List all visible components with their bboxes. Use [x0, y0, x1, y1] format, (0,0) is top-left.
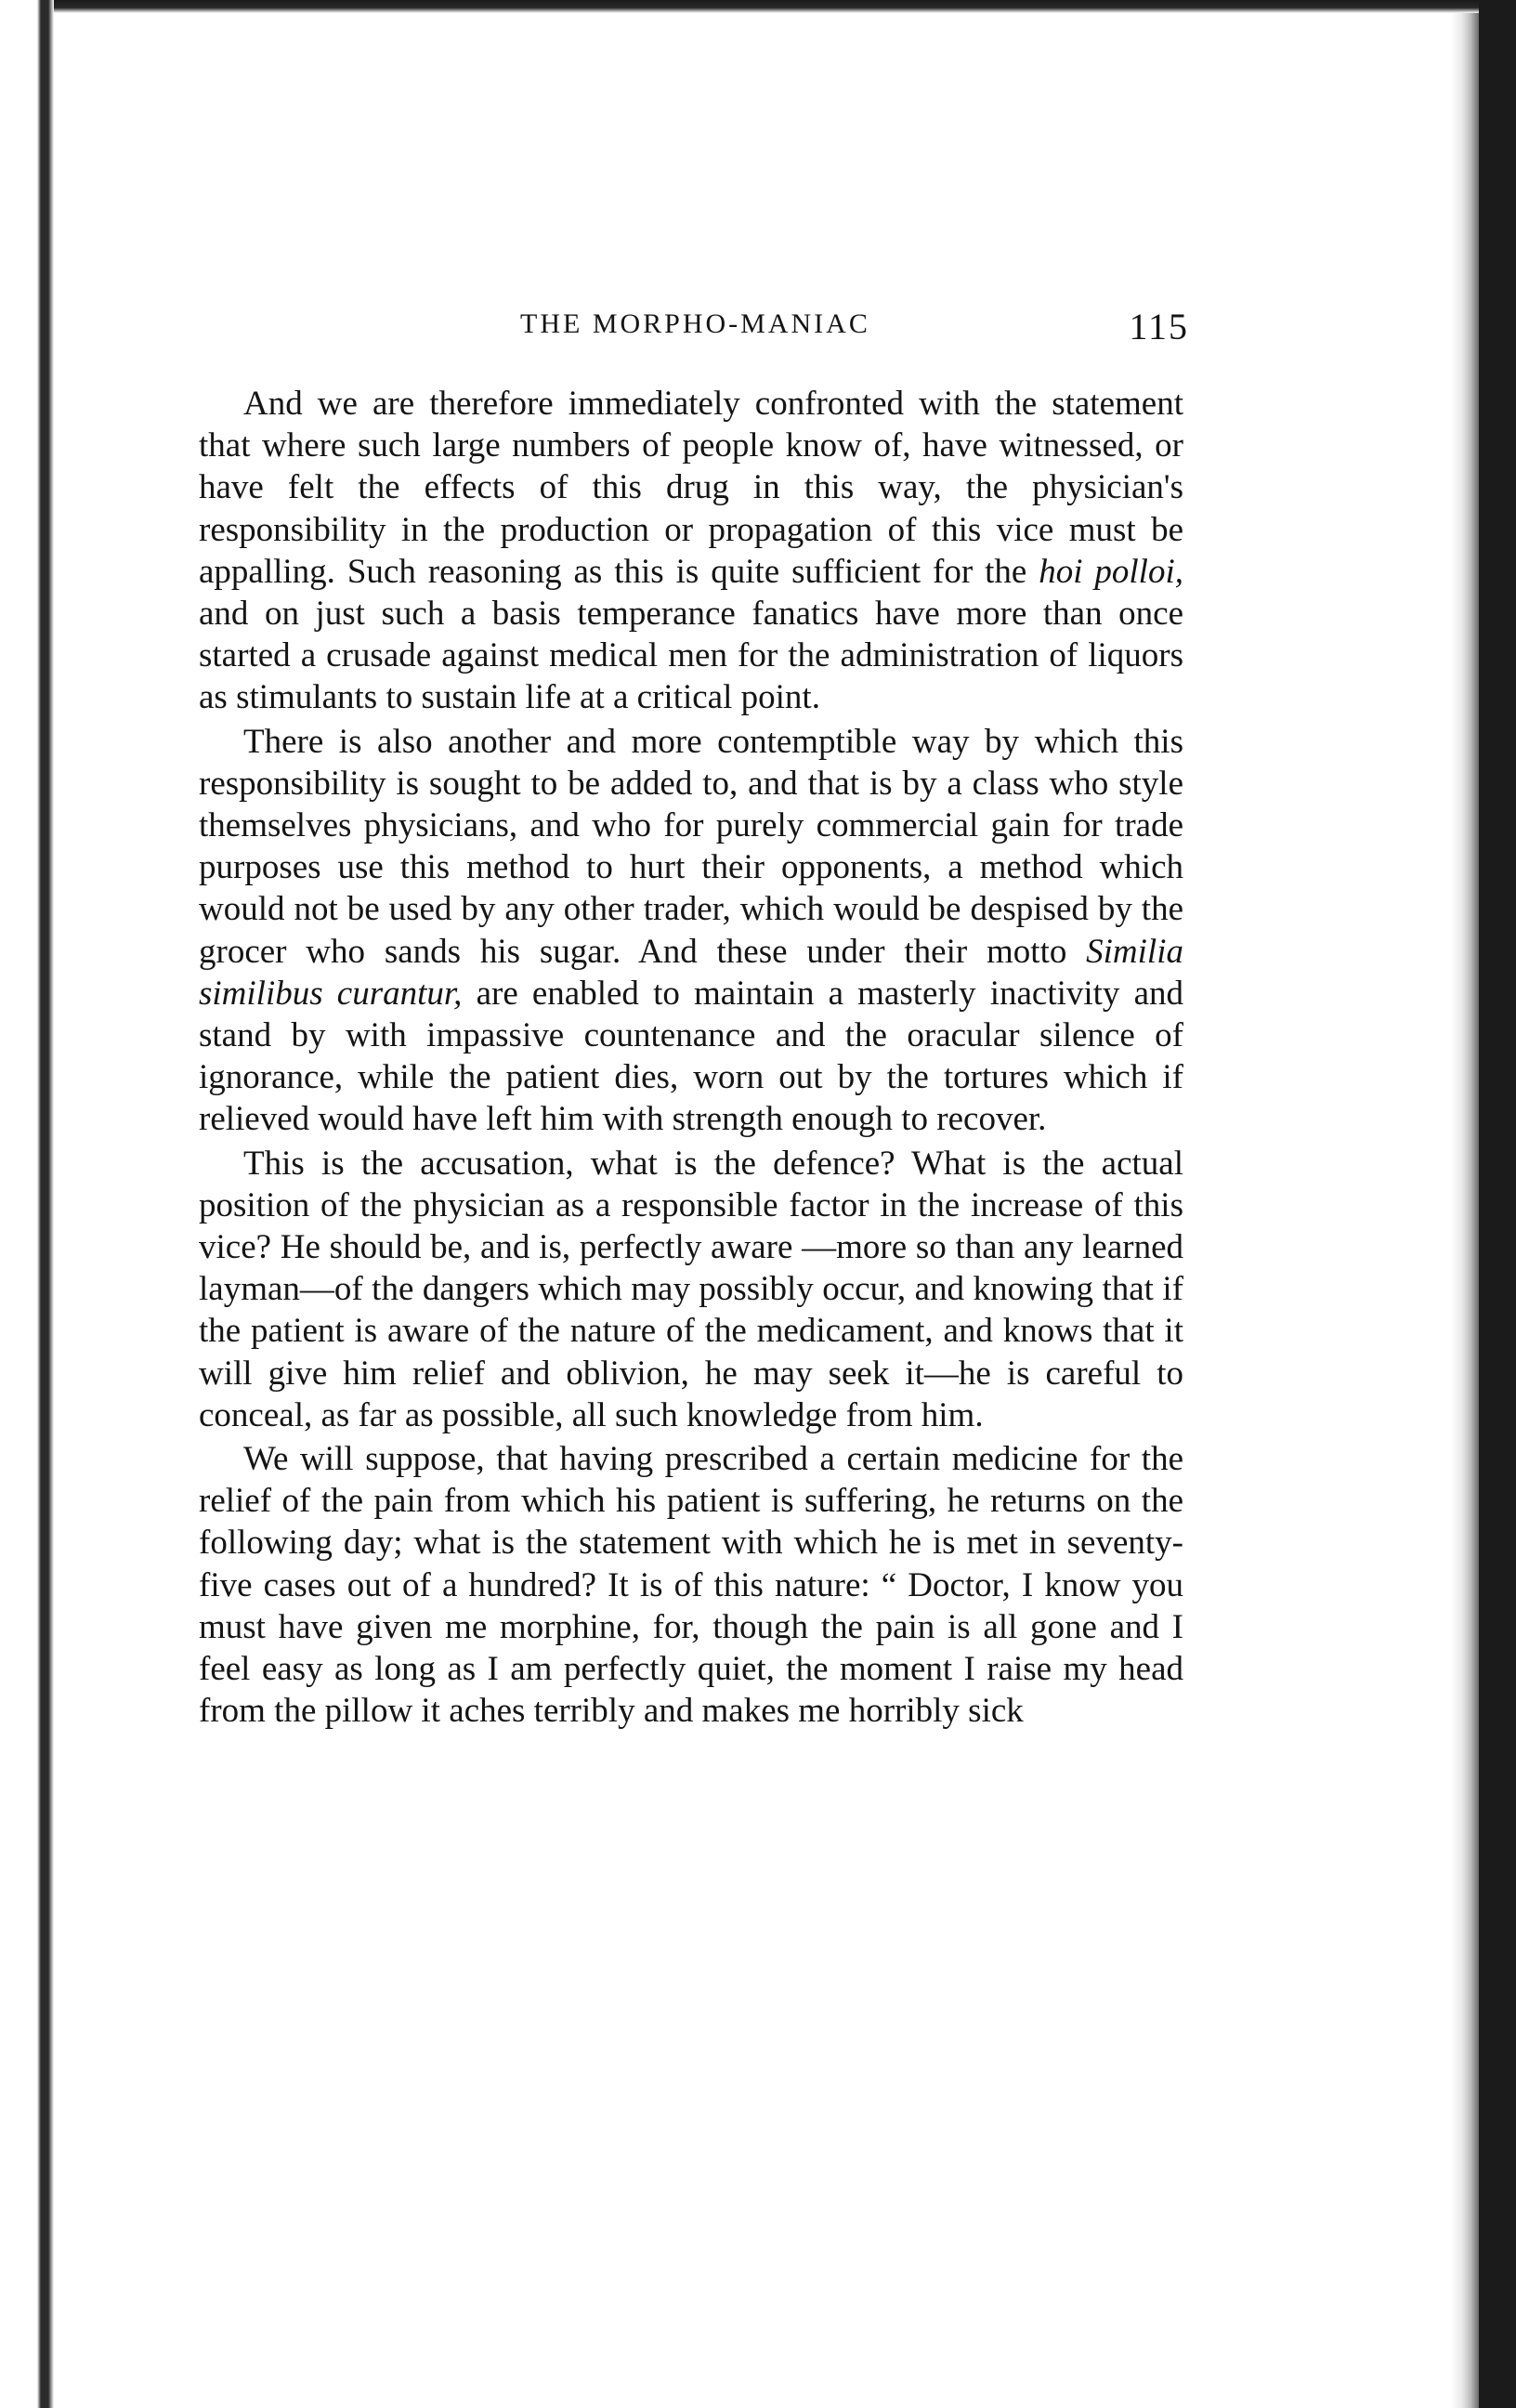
- paragraph-1-text: And we are therefore immediately confronted with the statement that where such large numbers of people know of, have witnessed, or have felt the effects of this drug in this way, the physician's responsibility in the production or propagation of this vice must be appalling. Such reasoning as this is quite sufficient for the: [199, 385, 1183, 591]
- paragraph-1-text-end: and on just such a basis temperance fanatics have more than once started a crusade against medical men for the administration of liquors as stimulants to sustain life at a critical point.: [199, 595, 1183, 717]
- paragraph-1-italic: hoi polloi,: [1039, 552, 1183, 591]
- page-number: 115: [1129, 306, 1189, 347]
- page-header: [204, 305, 1189, 360]
- paragraph-2-italic: Similia similibus curantur,: [199, 932, 1183, 1013]
- paragraph-4-text: We will suppose, that having prescribed a certain medicine for the relief of the pain from which his patient is suffering, he returns on the following day; what is the statement with which he is met in seventy-five cases out of a hundred? It is of this nature: “ Doctor, I know you must have given me morphine, for, though the pain is all gone and I feel easy as long as I am perfectly quiet, the moment I raise my head from the pillow it aches terribly and makes me horribly sick: [199, 1440, 1183, 1731]
- paragraph-2-text-end: are enabled to maintain a masterly inactivity and stand by with impassive countenance and the oracular silence of ignorance, while the patient dies, worn out by the tortures which if relieved would have left him with strength enough to recover.: [199, 974, 1183, 1139]
- scan-left-edge: [0, 0, 54, 2408]
- paragraph-4: [199, 1438, 1183, 1732]
- running-title: THE MORPHO-MANIAC: [520, 308, 870, 339]
- scan-right-border: [1479, 0, 1516, 2408]
- scan-top-edge: [0, 0, 1516, 13]
- scan-page-edge-shadow: [1451, 13, 1479, 2408]
- paragraph-2: [199, 721, 1183, 1141]
- paragraph-1: [199, 383, 1183, 719]
- paragraph-2-text: There is also another and more contemptible way by which this responsibility is sought to be added to, and that is by a class who style themselves physicians, and who for purely commercial gain for trade purposes use this method to hurt their opponents, a method which would not be used by any other trader, which would be despised by the grocer who sands his sugar. And these under their motto: [199, 722, 1183, 971]
- body-text: [199, 383, 1183, 1734]
- paragraph-3: [199, 1143, 1183, 1436]
- paragraph-3-text: This is the accusation, what is the defence? What is the actual position of the physician as a responsible factor in the increase of this vice? He should be, and is, perfectly aware —more so than any learned layman—of the dangers which may possibly occur, and knowing that if the patient is aware of the nature of the medicament, and knows that it will give him relief and oblivion, he may seek it—he is careful to conceal, as far as possible, all such knowledge from him.: [199, 1144, 1183, 1434]
